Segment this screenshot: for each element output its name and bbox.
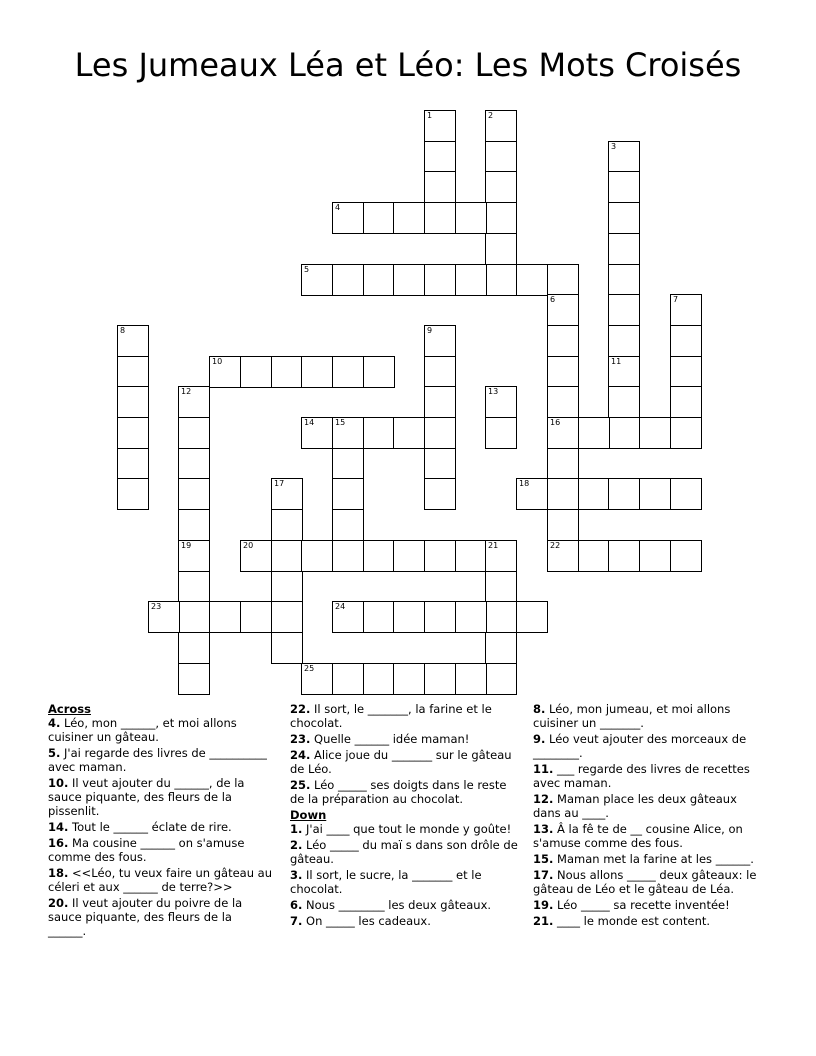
clue-text: Léo veut ajouter des morceaux de ________. — [533, 732, 747, 760]
grid-cell[interactable] — [332, 509, 364, 541]
across-clue — [48, 746, 272, 774]
grid-cell[interactable] — [363, 540, 395, 572]
clue-number: 12. — [533, 792, 554, 806]
grid-cell[interactable] — [117, 417, 149, 449]
clue-text: Léo _____ sa recette inventée! — [553, 898, 730, 912]
grid-cell[interactable] — [209, 601, 241, 633]
cell-number: 19 — [181, 541, 192, 550]
cell-number: 23 — [151, 602, 162, 611]
clue-number: 16. — [48, 836, 69, 850]
cell-number: 5 — [304, 265, 310, 274]
grid-cell[interactable] — [608, 417, 640, 449]
grid-cell[interactable] — [332, 264, 364, 296]
clue-text: Nous allons _____ deux gâteaux: le gâteau de Léo et le gâteau de Léa. — [533, 868, 757, 896]
grid-cell[interactable] — [608, 356, 640, 388]
clue-text: Â la fê te de __ cousine Alice, on s'amuse comme des fous. — [533, 822, 743, 850]
clue-column-3 — [533, 702, 761, 930]
across-clue — [290, 778, 520, 806]
across-clue — [48, 896, 272, 938]
grid-cell[interactable] — [670, 325, 702, 357]
clue-text: <<Léo, tu veux faire un gâteau au céleri et aux ______ de terre?>> — [48, 866, 273, 894]
grid-cell[interactable] — [301, 417, 333, 449]
clue-text: Alice joue du _______ sur le gâteau de Léo. — [290, 748, 512, 776]
grid-cell[interactable] — [332, 478, 364, 510]
grid-cell[interactable] — [516, 478, 548, 510]
down-clue — [533, 822, 761, 850]
clue-number: 6. — [290, 898, 303, 912]
puzzle-title: Les Jumeaux Léa et Léo: Les Mots Croisés — [74, 46, 742, 84]
down-heading: Down — [290, 808, 327, 822]
grid-cell[interactable] — [485, 202, 517, 234]
clue-text: Léo _____ ses doigts dans le reste de la préparation au chocolat. — [290, 778, 507, 806]
clue-number: 5. — [48, 746, 61, 760]
grid-cell[interactable] — [178, 601, 210, 633]
clue-text: Léo, mon ______, et moi allons cuisiner un gâteau. — [48, 716, 237, 744]
grid-cell[interactable] — [547, 325, 579, 357]
grid-cell[interactable] — [547, 540, 579, 572]
clue-number: 18. — [48, 866, 69, 880]
clue-column-2 — [290, 702, 520, 930]
down-clue — [290, 914, 520, 928]
grid-cell[interactable] — [332, 202, 364, 234]
clue-number: 7. — [290, 914, 303, 928]
grid-cell[interactable] — [271, 356, 303, 388]
cell-number: 10 — [212, 357, 223, 366]
cell-number: 18 — [519, 479, 530, 488]
cell-number: 15 — [335, 418, 346, 427]
down-clue — [533, 898, 761, 912]
cell-number: 12 — [181, 387, 192, 396]
cell-number: 11 — [611, 357, 622, 366]
grid-cell[interactable] — [455, 540, 487, 572]
grid-cell[interactable] — [608, 478, 640, 510]
across-clue — [290, 702, 520, 730]
grid-cell[interactable] — [578, 478, 610, 510]
across-clue — [48, 866, 272, 894]
grid-cell[interactable] — [670, 540, 702, 572]
grid-cell[interactable] — [117, 448, 149, 480]
grid-cell[interactable] — [670, 294, 702, 326]
grid-cell[interactable] — [178, 663, 210, 695]
clue-text: Ma cousine ______ on s'amuse comme des fous. — [48, 836, 245, 864]
grid-cell[interactable] — [608, 325, 640, 357]
cell-number: 22 — [550, 541, 561, 550]
grid-cell[interactable] — [485, 386, 517, 418]
grid-cell[interactable] — [178, 386, 210, 418]
grid-cell[interactable] — [424, 663, 456, 695]
grid-cell[interactable] — [670, 386, 702, 418]
grid-cell[interactable] — [209, 356, 241, 388]
cell-number: 3 — [611, 142, 617, 151]
clue-number: 3. — [290, 868, 303, 882]
down-clue — [290, 868, 520, 896]
grid-cell[interactable] — [424, 141, 456, 173]
cell-number: 20 — [243, 541, 254, 550]
grid-cell[interactable] — [240, 601, 272, 633]
grid-cell[interactable] — [332, 448, 364, 480]
grid-cell[interactable] — [608, 171, 640, 203]
clue-text: Quelle ______ idée maman! — [310, 732, 470, 746]
grid-cell[interactable] — [547, 386, 579, 418]
grid-cell[interactable] — [485, 264, 517, 296]
grid-cell[interactable] — [301, 356, 333, 388]
grid-cell[interactable] — [608, 233, 640, 265]
cell-number: 17 — [274, 479, 285, 488]
grid-cell[interactable] — [117, 478, 149, 510]
grid-cell[interactable] — [424, 417, 456, 449]
grid-cell[interactable] — [485, 171, 517, 203]
grid-cell[interactable] — [178, 540, 210, 572]
grid-cell[interactable] — [455, 202, 487, 234]
cell-number: 6 — [550, 295, 556, 304]
grid-cell[interactable] — [393, 601, 425, 633]
grid-cell[interactable] — [455, 663, 487, 695]
grid-cell[interactable] — [178, 448, 210, 480]
grid-cell[interactable] — [424, 478, 456, 510]
cell-number: 13 — [488, 387, 499, 396]
grid-cell[interactable] — [363, 202, 395, 234]
grid-cell[interactable] — [424, 171, 456, 203]
grid-cell[interactable] — [485, 632, 517, 664]
cell-number: 7 — [673, 295, 679, 304]
grid-cell[interactable] — [670, 478, 702, 510]
grid-cell[interactable] — [608, 264, 640, 296]
grid-cell[interactable] — [178, 571, 210, 603]
grid-cell[interactable] — [393, 540, 425, 572]
grid-cell[interactable] — [117, 356, 149, 388]
clue-text: Maman place les deux gâteaux dans au ____. — [533, 792, 737, 820]
grid-cell[interactable] — [332, 417, 364, 449]
grid-cell[interactable] — [271, 509, 303, 541]
grid-cell[interactable] — [578, 540, 610, 572]
grid-cell[interactable] — [639, 478, 671, 510]
grid-cell[interactable] — [670, 356, 702, 388]
down-clue — [533, 914, 761, 928]
across-clue — [48, 820, 272, 834]
grid-cell[interactable] — [455, 601, 487, 633]
down-clue — [290, 822, 520, 836]
clue-number: 24. — [290, 748, 311, 762]
clue-number: 11. — [533, 762, 554, 776]
grid-cell[interactable] — [578, 417, 610, 449]
grid-cell[interactable] — [332, 663, 364, 695]
clue-number: 25. — [290, 778, 311, 792]
grid-cell[interactable] — [424, 386, 456, 418]
grid-cell[interactable] — [393, 202, 425, 234]
grid-cell[interactable] — [455, 264, 487, 296]
grid-cell[interactable] — [301, 663, 333, 695]
grid-cell[interactable] — [485, 571, 517, 603]
clue-number: 21. — [533, 914, 554, 928]
grid-cell[interactable] — [485, 663, 517, 695]
grid-cell[interactable] — [639, 417, 671, 449]
grid-cell[interactable] — [393, 264, 425, 296]
clue-number: 23. — [290, 732, 311, 746]
clue-text: J'ai ____ que tout le monde y goûte! — [302, 822, 512, 836]
grid-cell[interactable] — [485, 540, 517, 572]
clue-text: Léo _____ du maï s dans son drôle de gâteau. — [290, 838, 518, 866]
cell-number: 25 — [304, 664, 315, 673]
grid-cell[interactable] — [485, 601, 517, 633]
cell-number: 14 — [304, 418, 315, 427]
clue-text: Il veut ajouter du ______, de la sauce piquante, des fleurs de la pissenlit. — [48, 776, 245, 818]
grid-cell[interactable] — [485, 110, 517, 142]
grid-cell[interactable] — [424, 264, 456, 296]
grid-cell[interactable] — [424, 202, 456, 234]
clue-text: Il veut ajouter du poivre de la sauce piquante, des fleurs de la ______. — [48, 896, 243, 938]
grid-cell[interactable] — [485, 141, 517, 173]
clue-text: Il sort, le sucre, la _______ et le chocolat. — [290, 868, 482, 896]
grid-cell[interactable] — [639, 540, 671, 572]
grid-cell[interactable] — [332, 601, 364, 633]
clue-number: 4. — [48, 716, 61, 730]
across-clue — [290, 748, 520, 776]
clue-text: Nous ________ les deux gâteaux. — [302, 898, 492, 912]
clue-text: J'ai regarde des livres de __________ avec maman. — [48, 746, 267, 774]
grid-cell[interactable] — [271, 478, 303, 510]
clue-number: 15. — [533, 852, 554, 866]
grid-cell[interactable] — [363, 356, 395, 388]
grid-cell[interactable] — [332, 356, 364, 388]
grid-cell[interactable] — [547, 509, 579, 541]
cell-number: 1 — [427, 111, 433, 120]
grid-cell[interactable] — [178, 509, 210, 541]
grid-cell[interactable] — [240, 540, 272, 572]
grid-cell[interactable] — [670, 417, 702, 449]
cell-number: 4 — [335, 203, 341, 212]
grid-cell[interactable] — [547, 478, 579, 510]
clue-text: ____ le monde est content. — [553, 914, 711, 928]
clue-number: 1. — [290, 822, 303, 836]
across-clue — [48, 776, 272, 818]
clue-text: Léo, mon jumeau, et moi allons cuisiner un _______. — [533, 702, 731, 730]
cell-number: 24 — [335, 602, 346, 611]
grid-cell[interactable] — [547, 294, 579, 326]
grid-cell[interactable] — [516, 264, 548, 296]
cell-number: 21 — [488, 541, 499, 550]
grid-cell[interactable] — [363, 264, 395, 296]
down-clue — [290, 838, 520, 866]
clue-text: Tout le ______ éclate de rire. — [68, 820, 232, 834]
down-clue — [533, 792, 761, 820]
cell-number: 2 — [488, 111, 494, 120]
grid-cell[interactable] — [363, 601, 395, 633]
grid-cell[interactable] — [547, 448, 579, 480]
down-clue — [290, 898, 520, 912]
grid-cell[interactable] — [516, 601, 548, 633]
grid-cell[interactable] — [363, 663, 395, 695]
grid-cell[interactable] — [424, 601, 456, 633]
down-clue — [533, 868, 761, 896]
grid-cell[interactable] — [117, 386, 149, 418]
grid-cell[interactable] — [608, 540, 640, 572]
across-clue — [290, 732, 520, 746]
down-clue — [533, 762, 761, 790]
clue-text: On _____ les cadeaux. — [302, 914, 431, 928]
grid-cell[interactable] — [178, 632, 210, 664]
grid-cell[interactable] — [301, 540, 333, 572]
down-clue — [533, 852, 761, 866]
grid-cell[interactable] — [393, 417, 425, 449]
grid-cell[interactable] — [485, 233, 517, 265]
down-clue — [533, 702, 761, 730]
clue-text: Maman met la farine at les ______. — [553, 852, 754, 866]
grid-cell[interactable] — [547, 417, 579, 449]
clue-number: 19. — [533, 898, 554, 912]
grid-cell[interactable] — [271, 540, 303, 572]
grid-cell[interactable] — [608, 141, 640, 173]
grid-cell[interactable] — [393, 663, 425, 695]
clue-column-1 — [48, 702, 272, 940]
across-clue — [48, 716, 272, 744]
grid-cell[interactable] — [178, 478, 210, 510]
grid-cell[interactable] — [271, 632, 303, 664]
clue-text: Il sort, le _______, la farine et le chocolat. — [290, 702, 492, 730]
grid-cell[interactable] — [117, 325, 149, 357]
grid-cell[interactable] — [424, 448, 456, 480]
grid-cell[interactable] — [608, 386, 640, 418]
cell-number: 8 — [120, 326, 126, 335]
across-clue — [48, 836, 272, 864]
clue-number: 20. — [48, 896, 69, 910]
clue-number: 8. — [533, 702, 546, 716]
grid-cell[interactable] — [424, 110, 456, 142]
grid-cell[interactable] — [485, 417, 517, 449]
clue-number: 9. — [533, 732, 546, 746]
grid-cell[interactable] — [363, 417, 395, 449]
clue-number: 14. — [48, 820, 69, 834]
grid-cell[interactable] — [271, 601, 303, 633]
grid-cell[interactable] — [148, 601, 180, 633]
clue-number: 13. — [533, 822, 554, 836]
grid-cell[interactable] — [424, 540, 456, 572]
clue-number: 17. — [533, 868, 554, 882]
clue-number: 10. — [48, 776, 69, 790]
clue-number: 22. — [290, 702, 311, 716]
cell-number: 9 — [427, 326, 433, 335]
grid-cell[interactable] — [547, 356, 579, 388]
cell-number: 16 — [550, 418, 561, 427]
across-heading: Across — [48, 702, 91, 716]
down-clue — [533, 732, 761, 760]
clue-number: 2. — [290, 838, 303, 852]
grid-cell[interactable] — [608, 294, 640, 326]
grid-cell[interactable] — [332, 540, 364, 572]
grid-cell[interactable] — [301, 264, 333, 296]
clue-text: ___ regarde des livres de recettes avec maman. — [533, 762, 750, 790]
grid-cell[interactable] — [608, 202, 640, 234]
grid-cell[interactable] — [547, 264, 579, 296]
grid-cell[interactable] — [271, 571, 303, 603]
grid-cell[interactable] — [424, 356, 456, 388]
grid-cell[interactable] — [424, 325, 456, 357]
grid-cell[interactable] — [240, 356, 272, 388]
grid-cell[interactable] — [178, 417, 210, 449]
